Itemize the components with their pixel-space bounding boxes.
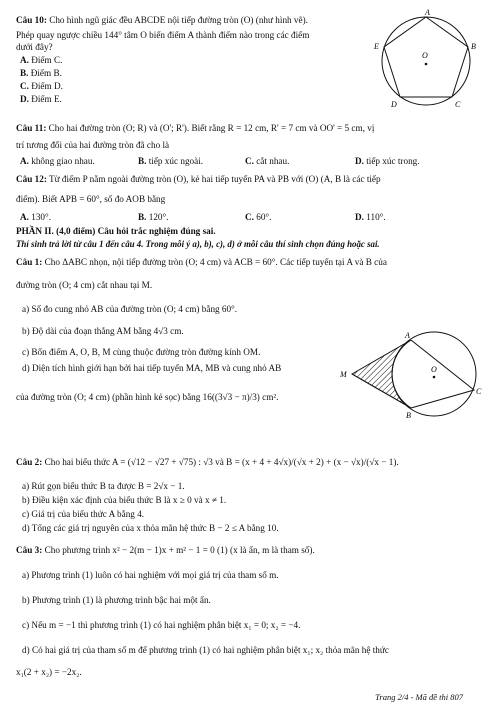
fig10-label-o: O: [422, 51, 428, 60]
q3-label: Câu 3:: [16, 545, 43, 555]
q11-label: Câu 11:: [16, 123, 47, 133]
q2-line1: [16, 456, 399, 468]
q11-option-c: C. cắt nhau.: [245, 156, 290, 166]
q10-option-a: A. Điểm C.: [20, 55, 63, 65]
fig1-label-o: O: [431, 365, 437, 374]
q10-line3: dưới đây?: [16, 42, 53, 52]
q2-item-c: c) Giá trị của biểu thức A bằng 4.: [22, 509, 145, 519]
q11-option-d: D. tiếp xúc trong.: [355, 156, 420, 166]
q12-line2: điểm). Biết APB = 60°, số đo AOB bằng: [16, 194, 166, 204]
q11-line2: trí tương đối của hai đường tròn đã cho là: [16, 140, 170, 150]
q12-option-a: A. 130°.: [20, 212, 51, 222]
q10-line2: Phép quay ngược chiều 144° tâm O biến điểm A thành điểm nào trong các điểm: [16, 30, 310, 40]
q2-item-b: b) Điều kiện xác định của biểu thức B là x ≥ 0 và x ≠ 1.: [22, 495, 227, 505]
part2-heading: PHẦN II. (4,0 điểm) Câu hỏi trắc nghiệm đúng sai.: [16, 226, 216, 236]
q3-item-c: c) Nếu m = −1 thì phương trình (1) có hai nghiệm phân biệt x₁ = 0; x₂ = −4.: [22, 620, 301, 630]
q12-option-d: D. 110°.: [355, 212, 386, 222]
q10-label: Câu 10:: [16, 15, 47, 25]
q2-label: Câu 2:: [16, 457, 43, 467]
q10-text-1: Cho hình ngũ giác đều ABCDE nội tiếp đường tròn (O) (như hình vẽ).: [49, 15, 308, 25]
q11-option-a: A. không giao nhau.: [20, 156, 95, 166]
q12-text-1: Từ điểm P nằm ngoài đường tròn (O), kẻ hai tiếp tuyến PA và PB với (O) (A, B là các tiếp: [49, 174, 381, 184]
q10-line1: [16, 14, 308, 26]
q2-item-d: d) Tổng các giá trị nguyên của x thỏa mãn hệ thức B − 2 ≤ A bằng 10.: [22, 523, 279, 533]
q1-label: Câu 1:: [16, 257, 43, 267]
q1-item-a: a) Số đo cung nhỏ AB của đường tròn (O; 4 cm) bằng 60°.: [22, 304, 238, 314]
q2-item-a: a) Rút gọn biểu thức B ta được B = 2√x − 1.: [22, 481, 185, 491]
q1-item-b: b) Độ dài của đoạn thẳng AM bằng 4√3 cm.: [22, 326, 184, 336]
q3-text-1: Cho phương trình x² − 2(m − 1)x + m² − 1 = 0 (1) (x là ẩn, m là tham số).: [44, 545, 315, 555]
fig1-label-a: A: [405, 331, 410, 340]
fig10-label-b: B: [471, 42, 476, 51]
q11-text-1: Cho hai đường tròn (O; R) và (O'; R'). Biết rằng R = 12 cm, R' = 7 cm và OO' = 5 cm, vị: [48, 123, 375, 133]
fig10-label-c: C: [455, 100, 461, 109]
q3-line1: [16, 544, 315, 556]
page-footer: Trang 2/4 - Mã đề thi 807: [375, 692, 463, 702]
part2-instruction: Thí sinh trả lời từ câu 1 đến câu 4. Trong mỗi ý a), b), c), d) ở mỗi câu thí sinh chọn đúng hoặc sai.: [16, 239, 380, 249]
q1-item-d-line2: của đường tròn (O; 4 cm) (phần hình kẻ sọc) bằng 16((3√3 − π)/3) cm².: [16, 392, 279, 402]
fig1-label-b: B: [406, 411, 411, 420]
q12-option-b: B. 120°.: [138, 212, 169, 222]
tangent-figure: [336, 330, 484, 420]
fig10-label-e: E: [374, 42, 379, 51]
q1-line2: đường tròn (O; 4 cm) cắt nhau tại M.: [16, 280, 153, 290]
q10-option-d: D. Điểm E.: [20, 94, 62, 104]
q12-option-c: C. 60°.: [245, 212, 272, 222]
fig10-label-d: D: [391, 100, 397, 109]
q12-label: Câu 12:: [16, 174, 47, 184]
q3-item-d-line2: x₁(2 + x₂) = −2x₂.: [16, 667, 82, 677]
q1-item-d-line1: d) Diện tích hình giới hạn bởi hai tiếp tuyến MA, MB và cung nhỏ AB: [22, 363, 282, 373]
q1-item-c: c) Bốn điểm A, O, B, M cùng thuộc đường tròn đường kính OM.: [22, 347, 261, 357]
q11-option-b: B. tiếp xúc ngoài.: [138, 156, 204, 166]
q2-text-1: Cho hai biểu thức A = (√12 − √27 + √75) : √3 và B = (x + 4 + 4√x)/(√x + 2) + (x − √x)/(√x − 1).: [44, 457, 399, 467]
fig10-label-a: A: [425, 8, 430, 17]
q3-item-b: b) Phương trình (1) là phương trình bậc hai một ẩn.: [22, 595, 211, 605]
q1-line1: [16, 256, 387, 268]
fig1-label-m: M: [340, 370, 347, 379]
q3-item-d-line1: d) Có hai giá trị của tham số m để phương trình (1) có hai nghiệm phân biệt x₁; x₂ thỏa mãn hệ thức: [22, 645, 389, 655]
q10-option-c: C. Điểm D.: [20, 81, 63, 91]
q12-line1: [16, 173, 381, 185]
q3-item-a: a) Phương trình (1) luôn có hai nghiệm với mọi giá trị của tham số m.: [22, 570, 279, 580]
fig1-label-c: C: [476, 387, 482, 396]
pentagon-figure: [372, 8, 480, 112]
q11-line1: [16, 122, 374, 134]
q1-text-1: Cho ΔABC nhọn, nội tiếp đường tròn (O; 4 cm) và ACB = 60°. Các tiếp tuyến tại A và B của: [44, 257, 387, 267]
q10-option-b: B. Điểm B.: [20, 68, 62, 78]
